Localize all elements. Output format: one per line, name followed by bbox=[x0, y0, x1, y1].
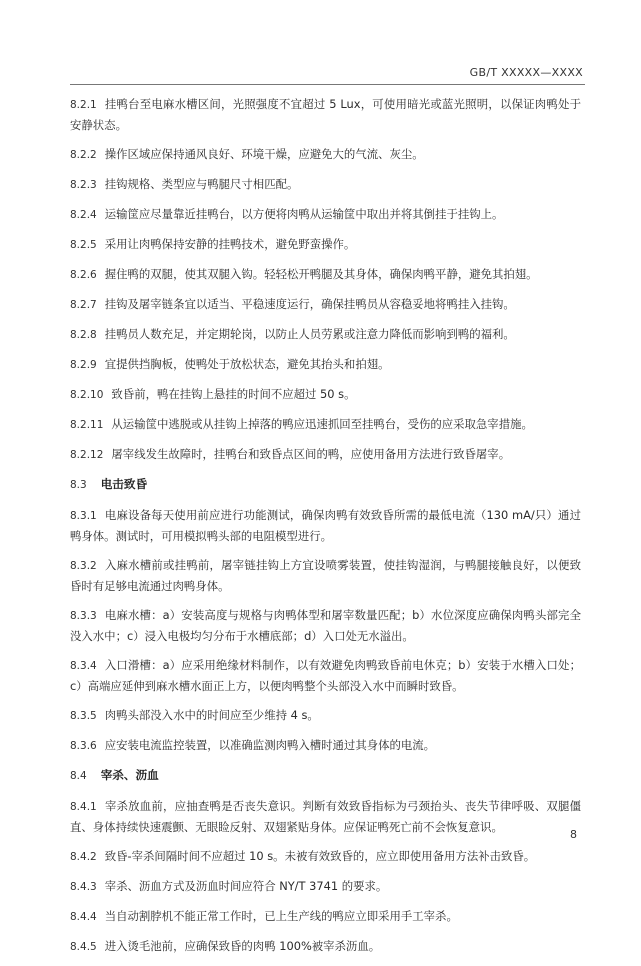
clause-paragraph bbox=[70, 655, 581, 696]
clause-paragraph bbox=[70, 264, 581, 285]
clause-paragraph bbox=[70, 414, 581, 435]
clause-number: 8.2.7 bbox=[70, 299, 97, 311]
clause-paragraph bbox=[70, 144, 581, 165]
clause-number: 8.3.1 bbox=[70, 510, 97, 522]
clause-text: 运输筐应尽量靠近挂鸭台，以方便将肉鸭从运输筐中取出并将其倒挂于挂钩上。 bbox=[104, 207, 504, 221]
clause-number: 8.4.2 bbox=[70, 851, 97, 863]
clause-paragraph bbox=[70, 94, 581, 135]
clause-text: 挂鸭台至电麻水槽区间，光照强度不宜超过 5 Lux，可使用暗光或蓝光照明，以保证肉鸭处于安静状态。 bbox=[70, 97, 581, 132]
clause-number: 8.2.11 bbox=[70, 419, 104, 431]
clause-number: 8.4.5 bbox=[70, 941, 97, 953]
clause-text: 挂钩及屠宰链条宜以适当、平稳速度运行，确保挂鸭员从容稳妥地将鸭挂入挂钩。 bbox=[104, 297, 515, 311]
page-number: 8 bbox=[570, 828, 577, 841]
clause-number: 8.2.12 bbox=[70, 449, 104, 461]
clause-number: 8.2.10 bbox=[70, 389, 104, 401]
clause-text: 宜提供挡胸板，使鸭处于放松状态，避免其抬头和拍翅。 bbox=[104, 357, 390, 371]
clause-paragraph bbox=[70, 846, 581, 867]
clause-paragraph bbox=[70, 204, 581, 225]
clause-text: 致昏-宰杀间隔时间不应超过 10 s。未被有效致昏的，应立即使用备用方法补击致昏。 bbox=[104, 849, 536, 863]
clause-text: 从运输筐中逃脱或从挂钩上掉落的鸭应迅速抓回至挂鸭台，受伤的应采取急宰措施。 bbox=[111, 417, 533, 431]
clause-number: 8.2.2 bbox=[70, 149, 97, 161]
clause-number: 8.4.1 bbox=[70, 801, 97, 813]
clause-paragraph bbox=[70, 876, 581, 897]
document-id: GB/T XXXXX—XXXX bbox=[469, 66, 583, 79]
clause-text: 当自动割脖机不能正常工作时，已上生产线的鸭应立即采用手工宰杀。 bbox=[104, 909, 458, 923]
clause-paragraph bbox=[70, 605, 581, 646]
clause-paragraph bbox=[70, 384, 581, 405]
clause-number: 8.4.4 bbox=[70, 911, 97, 923]
clause-text: 宰杀放血前，应抽查鸭是否丧失意识。判断有效致昏指标为弓颈抬头、丧失节律呼吸、双腿僵直、身体持续快速震颤、无眼睑反射、双翅紧贴身体。应保证鸭死亡前不会恢复意识。 bbox=[70, 799, 581, 834]
clause-text: 致昏前，鸭在挂钩上悬挂的时间不应超过 50 s。 bbox=[111, 387, 356, 401]
clause-paragraph bbox=[70, 444, 581, 465]
clause-number: 8.3.2 bbox=[70, 560, 97, 572]
clause-paragraph bbox=[70, 234, 581, 255]
clause-paragraph bbox=[70, 796, 581, 837]
section-title: 宰杀、沥血 bbox=[100, 768, 159, 782]
clause-text: 进入烫毛池前，应确保致昏的肉鸭 100%被宰杀沥血。 bbox=[104, 939, 381, 953]
clause-number: 8.3.5 bbox=[70, 710, 97, 722]
clause-text: 应安装电流监控装置，以准确监测肉鸭入槽时通过其身体的电流。 bbox=[104, 738, 436, 752]
clause-text: 屠宰线发生故障时，挂鸭台和致昏点区间的鸭，应使用备用方法进行致昏屠宰。 bbox=[111, 447, 511, 461]
clause-text: 挂鸭员人数充足，并定期轮岗，以防止人员劳累或注意力降低而影响到鸭的福利。 bbox=[104, 327, 515, 341]
clause-paragraph bbox=[70, 294, 581, 315]
clause-text: 入麻水槽前或挂鸭前，屠宰链挂钩上方宜设喷雾装置，使挂钩湿润，与鸭腿接触良好，以便致昏时有足够电流通过肉鸭身体。 bbox=[70, 558, 581, 593]
clause-text: 宰杀、沥血方式及沥血时间应符合 NY/T 3741 的要求。 bbox=[104, 879, 388, 893]
document-body bbox=[70, 94, 581, 966]
section-number: 8.4 bbox=[70, 770, 87, 782]
clause-paragraph bbox=[70, 735, 581, 756]
clause-paragraph bbox=[70, 936, 581, 957]
clause-paragraph bbox=[70, 174, 581, 195]
clause-list-8-2 bbox=[70, 94, 581, 465]
clause-list-8-4 bbox=[70, 796, 581, 957]
clause-list-8-3 bbox=[70, 505, 581, 756]
clause-number: 8.2.8 bbox=[70, 329, 97, 341]
clause-text: 电麻水槽：a）安装高度与规格与肉鸭体型和屠宰数量匹配；b）水位深度应确保肉鸭头部完全没入水中；c）浸入电极均匀分布于水槽底部；d）入口处无水溢出。 bbox=[70, 608, 581, 643]
clause-text: 电麻设备每天使用前应进行功能测试，确保肉鸭有效致昏所需的最低电流（130 mA/只）通过鸭身体。测试时，可用模拟鸭头部的电阻模型进行。 bbox=[70, 508, 581, 543]
clause-paragraph bbox=[70, 555, 581, 596]
clause-number: 8.3.6 bbox=[70, 740, 97, 752]
clause-number: 8.3.3 bbox=[70, 610, 97, 622]
clause-paragraph bbox=[70, 324, 581, 345]
clause-text: 挂钩规格、类型应与鸭腿尺寸相匹配。 bbox=[104, 177, 299, 191]
clause-text: 握住鸭的双腿，使其双腿入钩。轻轻松开鸭腿及其身体，确保肉鸭平静，避免其拍翅。 bbox=[104, 267, 538, 281]
clause-number: 8.2.6 bbox=[70, 269, 97, 281]
clause-number: 8.2.1 bbox=[70, 99, 97, 111]
clause-number: 8.4.3 bbox=[70, 881, 97, 893]
clause-number: 8.3.4 bbox=[70, 660, 97, 672]
section-heading-8-3 bbox=[70, 474, 581, 495]
header-rule bbox=[70, 84, 585, 85]
section-number: 8.3 bbox=[70, 479, 87, 491]
clause-text: 操作区域应保持通风良好、环境干燥，应避免大的气流、灰尘。 bbox=[104, 147, 424, 161]
clause-text: 肉鸭头部没入水中的时间应至少维持 4 s。 bbox=[104, 708, 319, 722]
section-title: 电击致昏 bbox=[100, 477, 148, 491]
clause-text: 采用让肉鸭保持安静的挂鸭技术，避免野蛮操作。 bbox=[104, 237, 356, 251]
clause-paragraph bbox=[70, 906, 581, 927]
clause-number: 8.2.9 bbox=[70, 359, 97, 371]
section-heading-8-4 bbox=[70, 765, 581, 786]
clause-text: 入口滑槽：a）应采用绝缘材料制作，以有效避免肉鸭致昏前电休克；b）安装于水槽入口处；c）高端应延伸到麻水槽水面正上方，以便肉鸭整个头部没入水中而瞬时致昏。 bbox=[70, 658, 581, 693]
clause-number: 8.2.5 bbox=[70, 239, 97, 251]
clause-paragraph bbox=[70, 505, 581, 546]
clause-number: 8.2.3 bbox=[70, 179, 97, 191]
clause-paragraph bbox=[70, 354, 581, 375]
clause-paragraph bbox=[70, 705, 581, 726]
clause-number: 8.2.4 bbox=[70, 209, 97, 221]
